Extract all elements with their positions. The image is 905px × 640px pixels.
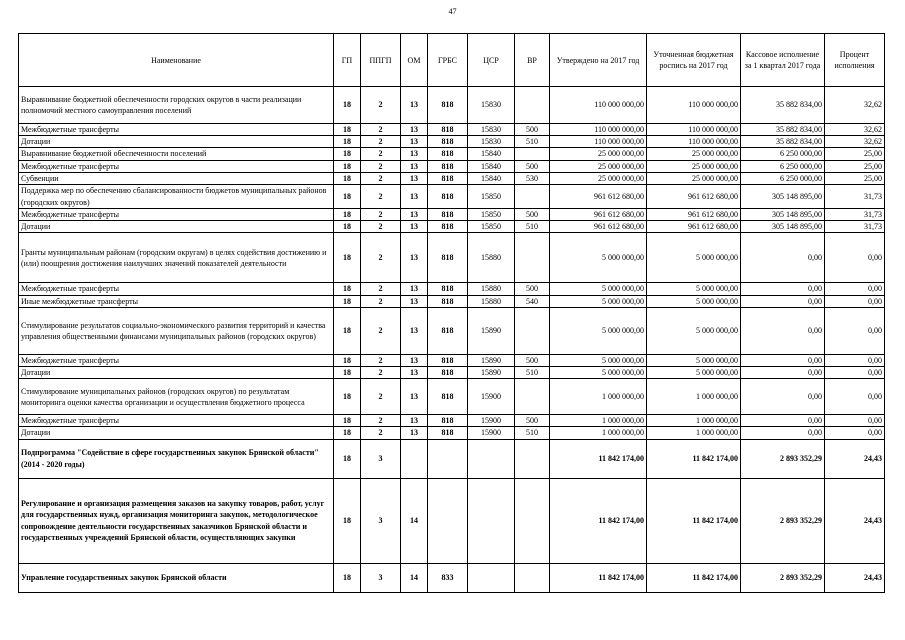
header-refined: Уточненная бюджетная роспись на 2017 год — [647, 34, 741, 87]
cell-name: Межбюджетные трансферты — [19, 124, 334, 136]
cell-om: 13 — [401, 124, 428, 136]
cell-vr — [515, 379, 550, 415]
cell-executed: 0,00 — [741, 307, 825, 354]
cell-percent: 0,00 — [825, 415, 885, 427]
cell-ppgp: 2 — [361, 185, 401, 209]
cell-percent: 25,00 — [825, 172, 885, 184]
cell-grbs: 818 — [428, 233, 468, 283]
cell-om: 13 — [401, 233, 428, 283]
cell-approved: 1 000 000,00 — [550, 415, 647, 427]
cell-name: Стимулирование результатов социально-экономического развития территорий и качества управления общественными финансами муниципальных районов (городских округов) — [19, 307, 334, 354]
cell-executed: 305 148 895,00 — [741, 185, 825, 209]
header-csr: ЦСР — [468, 34, 515, 87]
cell-csr: 15840 — [468, 148, 515, 160]
cell-percent: 0,00 — [825, 233, 885, 283]
header-gp: ГП — [334, 34, 361, 87]
cell-ppgp: 2 — [361, 427, 401, 439]
cell-gp: 18 — [334, 136, 361, 148]
cell-refined: 961 612 680,00 — [647, 209, 741, 221]
cell-csr — [468, 478, 515, 563]
cell-vr — [515, 307, 550, 354]
cell-name: Стимулирование муниципальных районов (городских округов) по результатам мониторинга оценки качества организации и осуществления бюджетного процесса — [19, 379, 334, 415]
cell-refined: 5 000 000,00 — [647, 295, 741, 307]
cell-gp: 18 — [334, 354, 361, 366]
cell-gp: 18 — [334, 563, 361, 592]
cell-name: Поддержка мер по обеспечению сбалансированности бюджетов муниципальных районов (городских округов) — [19, 185, 334, 209]
cell-om: 13 — [401, 160, 428, 172]
cell-ppgp: 2 — [361, 307, 401, 354]
cell-gp: 18 — [334, 124, 361, 136]
cell-grbs: 818 — [428, 209, 468, 221]
header-vr: ВР — [515, 34, 550, 87]
cell-csr: 15830 — [468, 87, 515, 124]
table-row — [19, 283, 885, 295]
cell-csr: 15850 — [468, 209, 515, 221]
cell-percent: 0,00 — [825, 283, 885, 295]
cell-approved: 110 000 000,00 — [550, 87, 647, 124]
cell-grbs: 818 — [428, 307, 468, 354]
cell-approved: 11 842 174,00 — [550, 439, 647, 478]
table-row — [19, 185, 885, 209]
cell-percent: 24,43 — [825, 478, 885, 563]
cell-gp: 18 — [334, 160, 361, 172]
cell-percent: 25,00 — [825, 160, 885, 172]
cell-csr — [468, 563, 515, 592]
cell-csr: 15830 — [468, 136, 515, 148]
cell-grbs: 818 — [428, 148, 468, 160]
cell-approved: 5 000 000,00 — [550, 354, 647, 366]
cell-executed: 305 148 895,00 — [741, 209, 825, 221]
cell-percent: 31,73 — [825, 185, 885, 209]
cell-vr — [515, 148, 550, 160]
cell-name: Межбюджетные трансферты — [19, 415, 334, 427]
table-row — [19, 209, 885, 221]
cell-gp: 18 — [334, 295, 361, 307]
cell-om: 13 — [401, 136, 428, 148]
table-row — [19, 439, 885, 478]
table-row — [19, 221, 885, 233]
cell-vr: 500 — [515, 124, 550, 136]
cell-csr: 15880 — [468, 283, 515, 295]
cell-executed: 2 893 352,29 — [741, 478, 825, 563]
cell-csr: 15850 — [468, 221, 515, 233]
cell-vr: 500 — [515, 283, 550, 295]
cell-csr: 15840 — [468, 172, 515, 184]
cell-grbs: 833 — [428, 563, 468, 592]
cell-om — [401, 439, 428, 478]
header-approved: Утверждено на 2017 год — [550, 34, 647, 87]
cell-approved: 5 000 000,00 — [550, 283, 647, 295]
cell-vr — [515, 87, 550, 124]
cell-name: Выравнивание бюджетной обеспеченности поселений — [19, 148, 334, 160]
cell-vr: 510 — [515, 367, 550, 379]
cell-percent: 31,73 — [825, 209, 885, 221]
cell-om: 13 — [401, 87, 428, 124]
cell-executed: 0,00 — [741, 427, 825, 439]
cell-refined: 25 000 000,00 — [647, 148, 741, 160]
cell-grbs: 818 — [428, 415, 468, 427]
cell-gp: 18 — [334, 87, 361, 124]
table-row — [19, 295, 885, 307]
table-row — [19, 367, 885, 379]
cell-name: Дотации — [19, 136, 334, 148]
cell-grbs: 818 — [428, 379, 468, 415]
cell-gp: 18 — [334, 415, 361, 427]
cell-percent: 32,62 — [825, 136, 885, 148]
cell-gp: 18 — [334, 221, 361, 233]
header-percent: Процент исполнения — [825, 34, 885, 87]
cell-approved: 110 000 000,00 — [550, 124, 647, 136]
cell-grbs: 818 — [428, 427, 468, 439]
cell-percent: 0,00 — [825, 295, 885, 307]
cell-csr: 15840 — [468, 160, 515, 172]
header-name: Наименование — [19, 34, 334, 87]
cell-vr: 510 — [515, 427, 550, 439]
cell-name: Межбюджетные трансферты — [19, 354, 334, 366]
cell-ppgp: 2 — [361, 295, 401, 307]
cell-vr — [515, 439, 550, 478]
cell-approved: 25 000 000,00 — [550, 160, 647, 172]
cell-csr: 15890 — [468, 354, 515, 366]
cell-gp: 18 — [334, 185, 361, 209]
cell-grbs — [428, 439, 468, 478]
cell-ppgp: 2 — [361, 367, 401, 379]
cell-ppgp: 2 — [361, 124, 401, 136]
cell-gp: 18 — [334, 148, 361, 160]
cell-executed: 0,00 — [741, 367, 825, 379]
cell-executed: 305 148 895,00 — [741, 221, 825, 233]
cell-grbs: 818 — [428, 354, 468, 366]
cell-executed: 0,00 — [741, 354, 825, 366]
cell-om: 13 — [401, 379, 428, 415]
table-row — [19, 124, 885, 136]
cell-approved: 25 000 000,00 — [550, 148, 647, 160]
cell-vr — [515, 185, 550, 209]
cell-ppgp: 2 — [361, 209, 401, 221]
table-row — [19, 354, 885, 366]
cell-executed: 0,00 — [741, 233, 825, 283]
table-row — [19, 478, 885, 563]
table-row — [19, 172, 885, 184]
cell-approved: 961 612 680,00 — [550, 185, 647, 209]
cell-approved: 1 000 000,00 — [550, 379, 647, 415]
cell-csr: 15890 — [468, 307, 515, 354]
cell-refined: 5 000 000,00 — [647, 283, 741, 295]
cell-vr: 500 — [515, 354, 550, 366]
table-row — [19, 233, 885, 283]
cell-csr: 15830 — [468, 124, 515, 136]
cell-refined: 11 842 174,00 — [647, 563, 741, 592]
cell-vr: 500 — [515, 209, 550, 221]
cell-grbs: 818 — [428, 221, 468, 233]
cell-percent: 32,62 — [825, 87, 885, 124]
cell-name: Дотации — [19, 221, 334, 233]
cell-csr: 15850 — [468, 185, 515, 209]
cell-om: 13 — [401, 415, 428, 427]
cell-percent: 0,00 — [825, 307, 885, 354]
cell-om: 13 — [401, 209, 428, 221]
table-row — [19, 160, 885, 172]
header-om: ОМ — [401, 34, 428, 87]
cell-vr: 530 — [515, 172, 550, 184]
header-grbs: ГРБС — [428, 34, 468, 87]
cell-grbs: 818 — [428, 136, 468, 148]
cell-gp: 18 — [334, 209, 361, 221]
cell-percent: 0,00 — [825, 367, 885, 379]
cell-name: Подпрограмма "Содействие в сфере государственных закупок Брянской области" (2014 - 2020 годы) — [19, 439, 334, 478]
cell-gp: 18 — [334, 439, 361, 478]
cell-approved: 961 612 680,00 — [550, 209, 647, 221]
cell-csr: 15890 — [468, 367, 515, 379]
cell-refined: 110 000 000,00 — [647, 87, 741, 124]
cell-percent: 24,43 — [825, 563, 885, 592]
table-row — [19, 87, 885, 124]
cell-om: 13 — [401, 295, 428, 307]
cell-refined: 25 000 000,00 — [647, 172, 741, 184]
cell-approved: 5 000 000,00 — [550, 295, 647, 307]
cell-refined: 25 000 000,00 — [647, 160, 741, 172]
cell-grbs: 818 — [428, 185, 468, 209]
cell-vr: 540 — [515, 295, 550, 307]
table-row — [19, 148, 885, 160]
cell-grbs: 818 — [428, 172, 468, 184]
cell-gp: 18 — [334, 478, 361, 563]
cell-name: Дотации — [19, 367, 334, 379]
cell-name: Дотации — [19, 427, 334, 439]
cell-gp: 18 — [334, 233, 361, 283]
cell-name: Управление государственных закупок Брянской области — [19, 563, 334, 592]
cell-ppgp: 2 — [361, 233, 401, 283]
cell-refined: 961 612 680,00 — [647, 185, 741, 209]
cell-percent: 24,43 — [825, 439, 885, 478]
cell-csr: 15880 — [468, 233, 515, 283]
cell-approved: 961 612 680,00 — [550, 221, 647, 233]
cell-om: 13 — [401, 172, 428, 184]
cell-om: 13 — [401, 283, 428, 295]
cell-om: 13 — [401, 221, 428, 233]
cell-om: 13 — [401, 354, 428, 366]
cell-vr: 500 — [515, 415, 550, 427]
cell-grbs: 818 — [428, 367, 468, 379]
cell-name: Выравнивание бюджетной обеспеченности городских округов в части реализации полномочий местного самоуправления поселений — [19, 87, 334, 124]
cell-refined: 1 000 000,00 — [647, 415, 741, 427]
cell-executed: 2 893 352,29 — [741, 563, 825, 592]
cell-grbs: 818 — [428, 87, 468, 124]
cell-approved: 11 842 174,00 — [550, 563, 647, 592]
cell-executed: 0,00 — [741, 295, 825, 307]
cell-om: 14 — [401, 478, 428, 563]
cell-percent: 32,62 — [825, 124, 885, 136]
table-row — [19, 307, 885, 354]
cell-grbs: 818 — [428, 124, 468, 136]
cell-executed: 0,00 — [741, 283, 825, 295]
cell-gp: 18 — [334, 283, 361, 295]
cell-approved: 1 000 000,00 — [550, 427, 647, 439]
cell-ppgp: 3 — [361, 563, 401, 592]
cell-executed: 6 250 000,00 — [741, 172, 825, 184]
cell-vr: 510 — [515, 221, 550, 233]
cell-refined: 1 000 000,00 — [647, 379, 741, 415]
cell-ppgp: 2 — [361, 283, 401, 295]
cell-gp: 18 — [334, 172, 361, 184]
cell-percent: 25,00 — [825, 148, 885, 160]
cell-refined: 5 000 000,00 — [647, 367, 741, 379]
cell-vr — [515, 563, 550, 592]
cell-executed: 0,00 — [741, 415, 825, 427]
cell-name: Субвенции — [19, 172, 334, 184]
cell-csr — [468, 439, 515, 478]
cell-ppgp: 2 — [361, 172, 401, 184]
cell-gp: 18 — [334, 307, 361, 354]
cell-approved: 5 000 000,00 — [550, 233, 647, 283]
cell-vr: 500 — [515, 160, 550, 172]
cell-csr: 15880 — [468, 295, 515, 307]
cell-grbs: 818 — [428, 283, 468, 295]
cell-ppgp: 2 — [361, 87, 401, 124]
cell-vr: 510 — [515, 136, 550, 148]
cell-ppgp: 2 — [361, 379, 401, 415]
page-number: 47 — [448, 7, 457, 16]
cell-refined: 110 000 000,00 — [647, 136, 741, 148]
cell-name: Межбюджетные трансферты — [19, 283, 334, 295]
cell-executed: 2 893 352,29 — [741, 439, 825, 478]
table-row — [19, 427, 885, 439]
cell-name: Регулирование и организация размещения заказов на закупку товаров, работ, услуг для государственных нужд, организация мониторинга закупок, методологическое сопровождение деятельности государственных заказчиков Брянской области и государственных учреждений Брянской области, осуществляющих закупки — [19, 478, 334, 563]
table-row — [19, 563, 885, 592]
cell-name: Межбюджетные трансферты — [19, 160, 334, 172]
cell-refined: 5 000 000,00 — [647, 307, 741, 354]
cell-vr — [515, 478, 550, 563]
cell-refined: 11 842 174,00 — [647, 439, 741, 478]
cell-executed: 35 882 834,00 — [741, 136, 825, 148]
cell-executed: 6 250 000,00 — [741, 148, 825, 160]
cell-ppgp: 2 — [361, 221, 401, 233]
cell-om: 13 — [401, 307, 428, 354]
cell-executed: 0,00 — [741, 379, 825, 415]
cell-approved: 110 000 000,00 — [550, 136, 647, 148]
cell-refined: 1 000 000,00 — [647, 427, 741, 439]
header-executed: Кассовое исполнение за 1 квартал 2017 года — [741, 34, 825, 87]
table-row — [19, 379, 885, 415]
cell-percent: 0,00 — [825, 379, 885, 415]
cell-vr — [515, 233, 550, 283]
cell-gp: 18 — [334, 379, 361, 415]
cell-name: Иные межбюджетные трансферты — [19, 295, 334, 307]
cell-percent: 0,00 — [825, 427, 885, 439]
cell-csr: 15900 — [468, 379, 515, 415]
table-header-row — [19, 34, 885, 87]
cell-gp: 18 — [334, 367, 361, 379]
cell-om: 13 — [401, 185, 428, 209]
cell-approved: 5 000 000,00 — [550, 307, 647, 354]
table-row — [19, 136, 885, 148]
cell-approved: 11 842 174,00 — [550, 478, 647, 563]
cell-executed: 6 250 000,00 — [741, 160, 825, 172]
cell-name: Гранты муниципальным районам (городским округам) в целях содействия достижению и (или) поощрения достижения наилучших значений показателей деятельности — [19, 233, 334, 283]
cell-refined: 5 000 000,00 — [647, 233, 741, 283]
table-row — [19, 415, 885, 427]
cell-executed: 35 882 834,00 — [741, 124, 825, 136]
cell-ppgp: 3 — [361, 439, 401, 478]
cell-grbs — [428, 478, 468, 563]
cell-ppgp: 3 — [361, 478, 401, 563]
cell-grbs: 818 — [428, 160, 468, 172]
cell-approved: 25 000 000,00 — [550, 172, 647, 184]
cell-refined: 110 000 000,00 — [647, 124, 741, 136]
cell-grbs: 818 — [428, 295, 468, 307]
cell-om: 13 — [401, 427, 428, 439]
cell-om: 13 — [401, 367, 428, 379]
budget-execution-table — [18, 33, 885, 593]
cell-refined: 11 842 174,00 — [647, 478, 741, 563]
cell-ppgp: 2 — [361, 148, 401, 160]
cell-ppgp: 2 — [361, 415, 401, 427]
cell-name: Межбюджетные трансферты — [19, 209, 334, 221]
cell-ppgp: 2 — [361, 354, 401, 366]
cell-om: 14 — [401, 563, 428, 592]
cell-percent: 0,00 — [825, 354, 885, 366]
cell-csr: 15900 — [468, 427, 515, 439]
cell-approved: 5 000 000,00 — [550, 367, 647, 379]
cell-csr: 15900 — [468, 415, 515, 427]
header-ppgp: ППГП — [361, 34, 401, 87]
cell-gp: 18 — [334, 427, 361, 439]
cell-refined: 961 612 680,00 — [647, 221, 741, 233]
cell-ppgp: 2 — [361, 136, 401, 148]
cell-refined: 5 000 000,00 — [647, 354, 741, 366]
cell-om: 13 — [401, 148, 428, 160]
cell-percent: 31,73 — [825, 221, 885, 233]
cell-executed: 35 882 834,00 — [741, 87, 825, 124]
cell-ppgp: 2 — [361, 160, 401, 172]
